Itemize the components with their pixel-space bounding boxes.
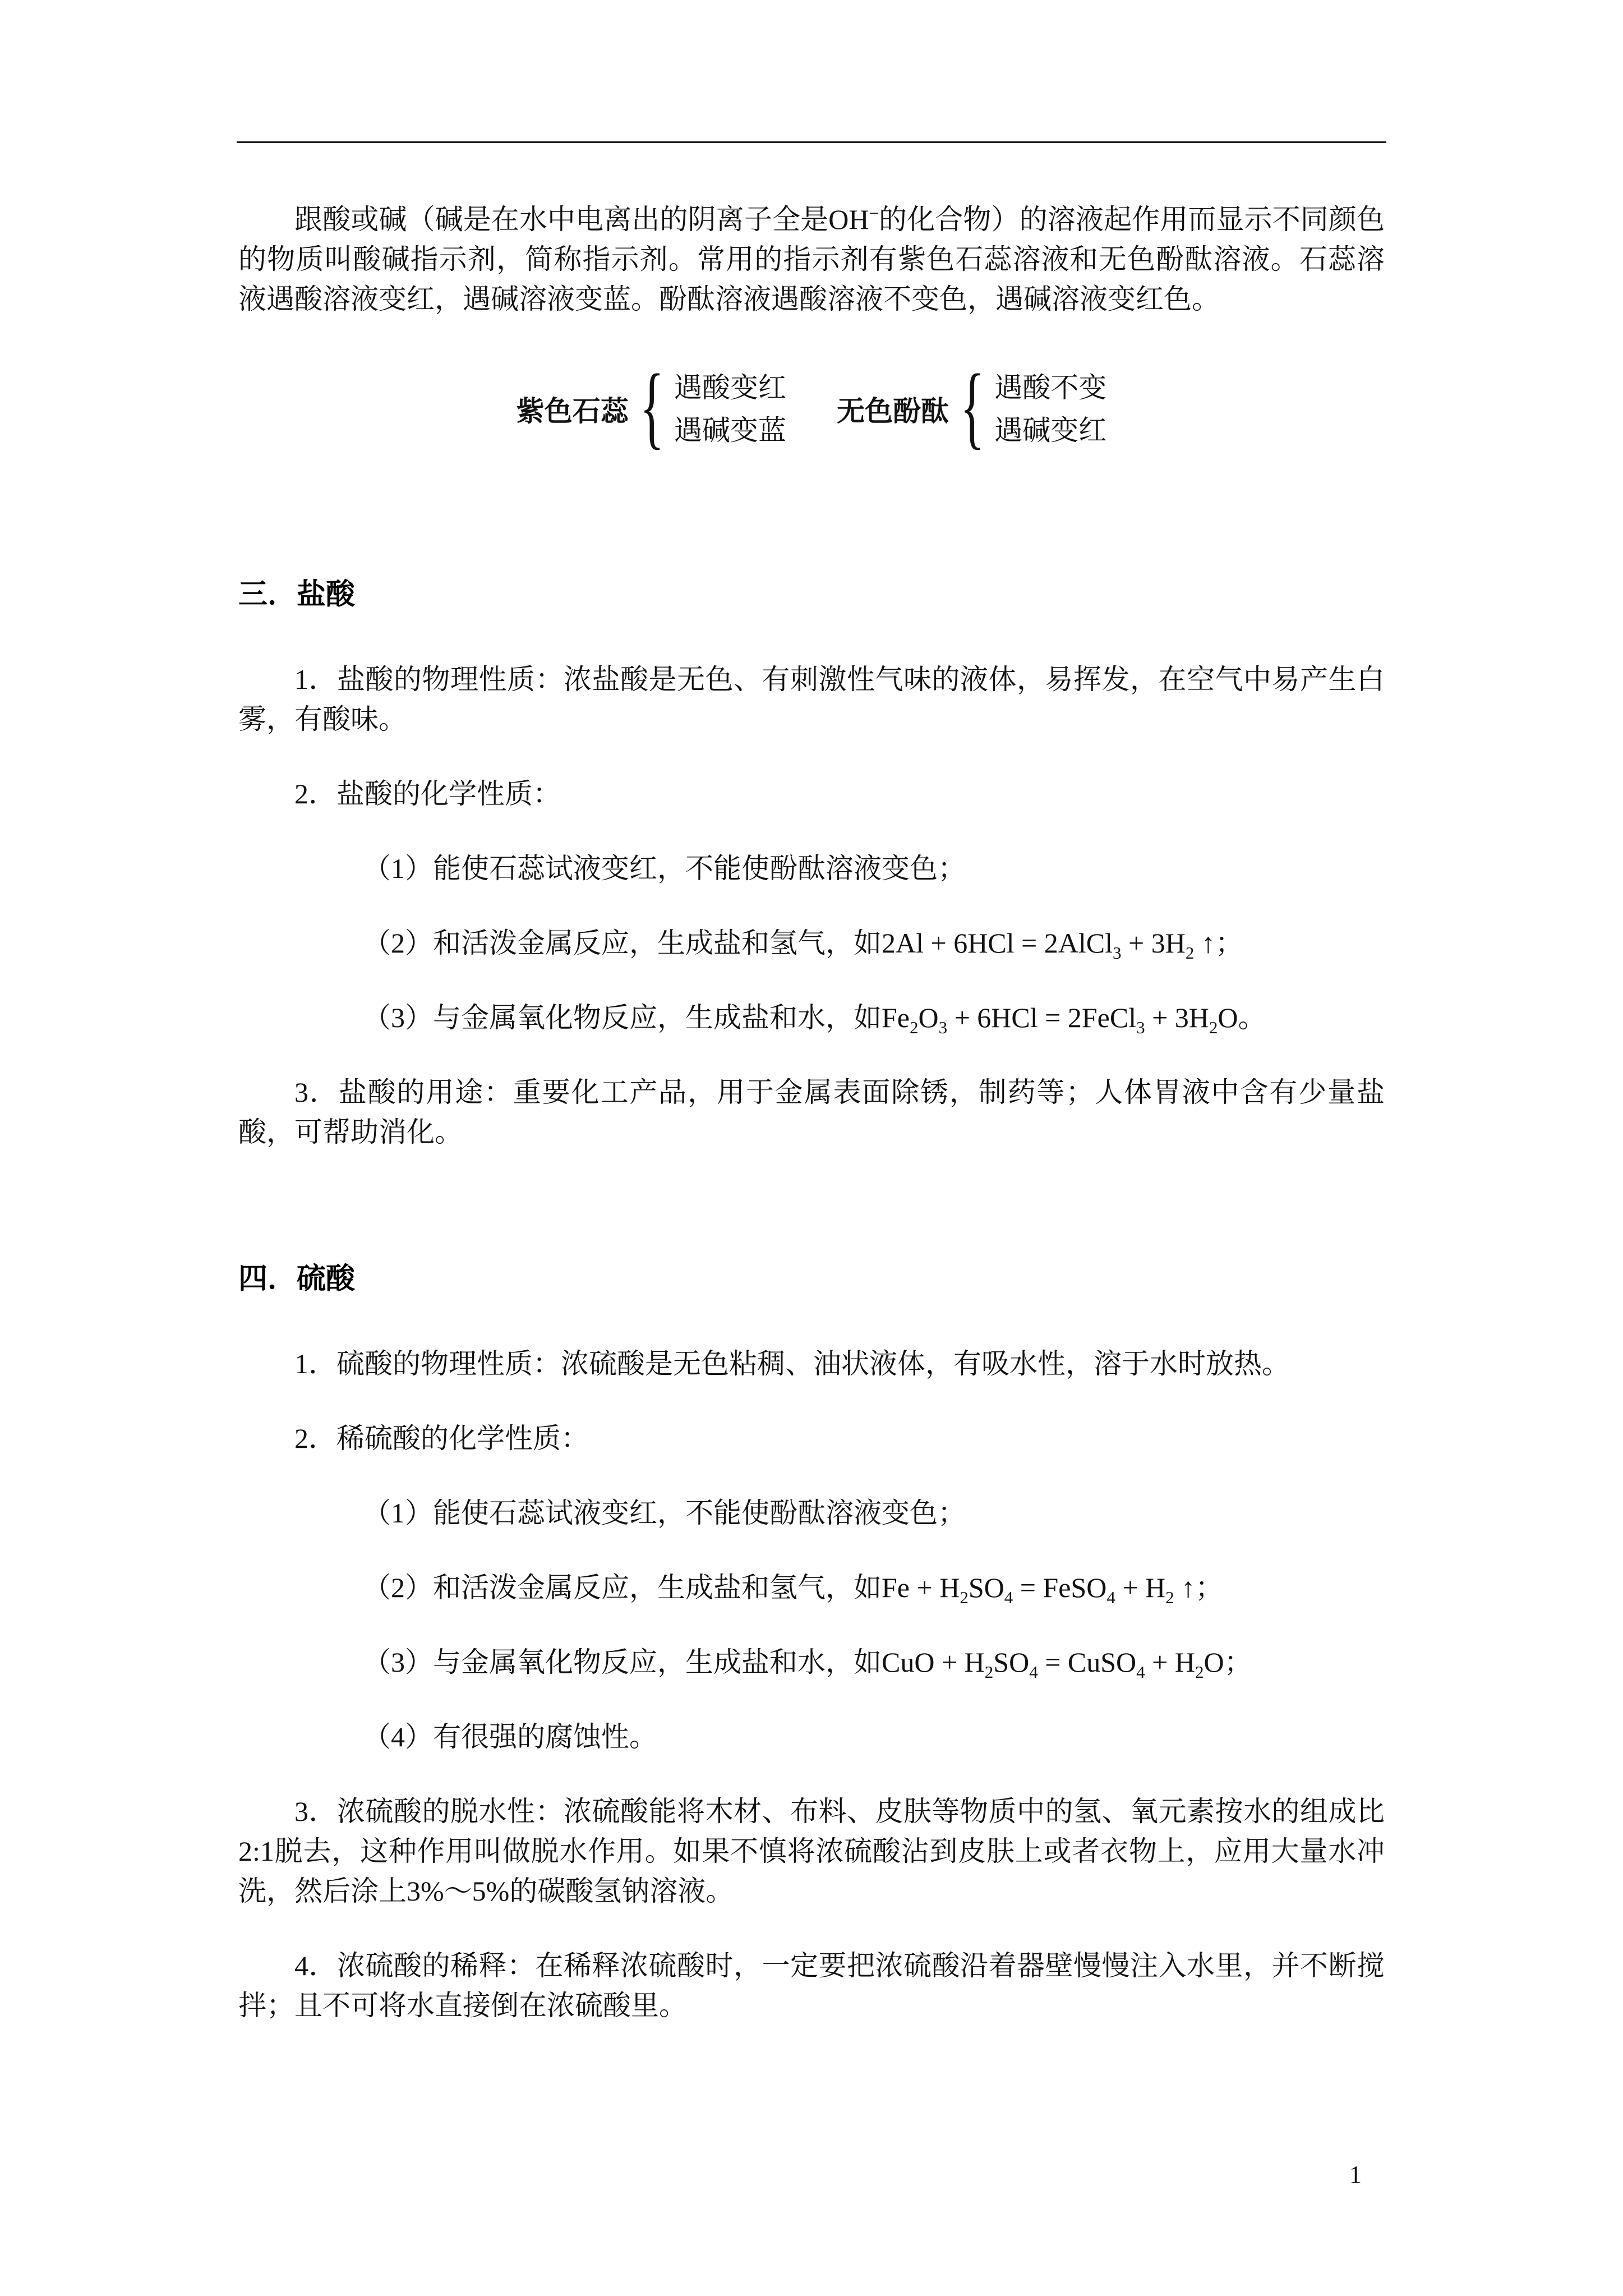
- hcl-chemical-subitem-1: （1）能使石蕊试液变红，不能使酚酞溶液变色；: [363, 853, 966, 884]
- hcl-uses: 3．盐酸的用途：重要化工产品，用于金属表面除锈，制药等；人体胃液中含有少量盐酸，可帮助消化。: [238, 1076, 1385, 1148]
- phenolphthalein-base-outcome: 遇碱变红: [994, 415, 1107, 446]
- h2so4-chemical-subitem-1: （1）能使石蕊试液变红，不能使酚酞溶液变色；: [363, 1497, 966, 1529]
- hcl-physical-properties: 1．盐酸的物理性质：浓盐酸是无色、有刺激性气味的液体，易挥发，在空气中易产生白雾，有酸味。: [238, 664, 1385, 735]
- intro-paragraph: 跟酸或碱（碱是在水中电离出的阴离子全是OH−的化合物）的溶液起作用而显示不同颜色的物质叫酸碱指示剂，简称指示剂。常用的指示剂有紫色石蕊溶液和无色酚酞溶液。石蕊溶液遇酸溶液变红，遇碱溶液变蓝。酚酞溶液遇酸溶液不变色，遇碱溶液变红色。: [238, 203, 1385, 315]
- page-content: [238, 0, 1385, 2060]
- litmus-label: 紫色石蕊: [516, 395, 629, 427]
- h2so4-chemical-subitem-4: （4）有很强的腐蚀性。: [363, 1721, 657, 1752]
- hcl-chemical-properties-lead: 2．盐酸的化学性质：: [294, 778, 561, 809]
- hcl-chemical-subitem-2: （2）和活泼金属反应，生成盐和氢气，如2Al + 6HCl = 2AlCl$_3$ + $3H_2$ ↑；: [363, 927, 1243, 963]
- h2so4-chemical-properties-lead: 2．稀硫酸的化学性质：: [294, 1423, 589, 1454]
- h2so4-chemical-subitem-2: （2）和活泼金属反应，生成盐和氢气，如$Fe + H_2SO_4$ = FeSO$_4$ + $H_2$ ↑；: [363, 1572, 1224, 1607]
- phenolphthalein-acid-outcome: 遇酸不变: [994, 372, 1107, 403]
- h2so4-dehydration: 3．浓硫酸的脱水性：浓硫酸能将木材、布料、皮肤等物质中的氢、氧元素按水的组成比2:1脱去，这种作用叫做脱水作用。如果不慎将浓硫酸沾到皮肤上或者衣物上，应用大量水冲洗，然后涂上3%～5%的碳酸氢钠溶液。: [238, 1796, 1385, 1907]
- h2so4-chemical-subitem-3: （3）与金属氧化物反应，生成盐和水，如CuO + $H_2SO_4$ = CuSO$_4$ + $H_2O$；: [363, 1646, 1252, 1682]
- phenolphthalein-outcomes: [994, 371, 1106, 447]
- section-3-heading: 三．盐酸: [238, 578, 356, 611]
- h2so4-dilution: 4．浓硫酸的稀释：在稀释浓硫酸时，一定要把浓硫酸沿着器壁慢慢注入水里，并不断搅拌；且不可将水直接倒在浓硫酸里。: [238, 1950, 1385, 2021]
- phenolphthalein-group: [837, 355, 1107, 458]
- hcl-chemical-subitem-3: （3）与金属氧化物反应，生成盐和水，如$Fe_2O_3 + 6HCl$ = 2FeCl$_3$ + $3H_2O$。: [363, 1002, 1266, 1037]
- litmus-base-outcome: 遇碱变蓝: [674, 415, 786, 446]
- litmus-group: [516, 355, 786, 458]
- section-4-heading: 四．硫酸: [238, 1263, 356, 1295]
- phenolphthalein-label: 无色酚酞: [837, 395, 949, 427]
- right-brace-glyph: {: [960, 355, 985, 458]
- litmus-outcomes: [674, 371, 786, 447]
- indicator-brace-diagram: [238, 350, 1385, 468]
- h2so4-physical-properties: 1．硫酸的物理性质：浓硫酸是无色粘稠、油状液体，有吸水性，溶于水时放热。: [294, 1348, 1290, 1379]
- left-brace-glyph: {: [639, 355, 665, 458]
- litmus-acid-outcome: 遇酸变红: [674, 372, 786, 403]
- page-number: 1: [1349, 2161, 1362, 2188]
